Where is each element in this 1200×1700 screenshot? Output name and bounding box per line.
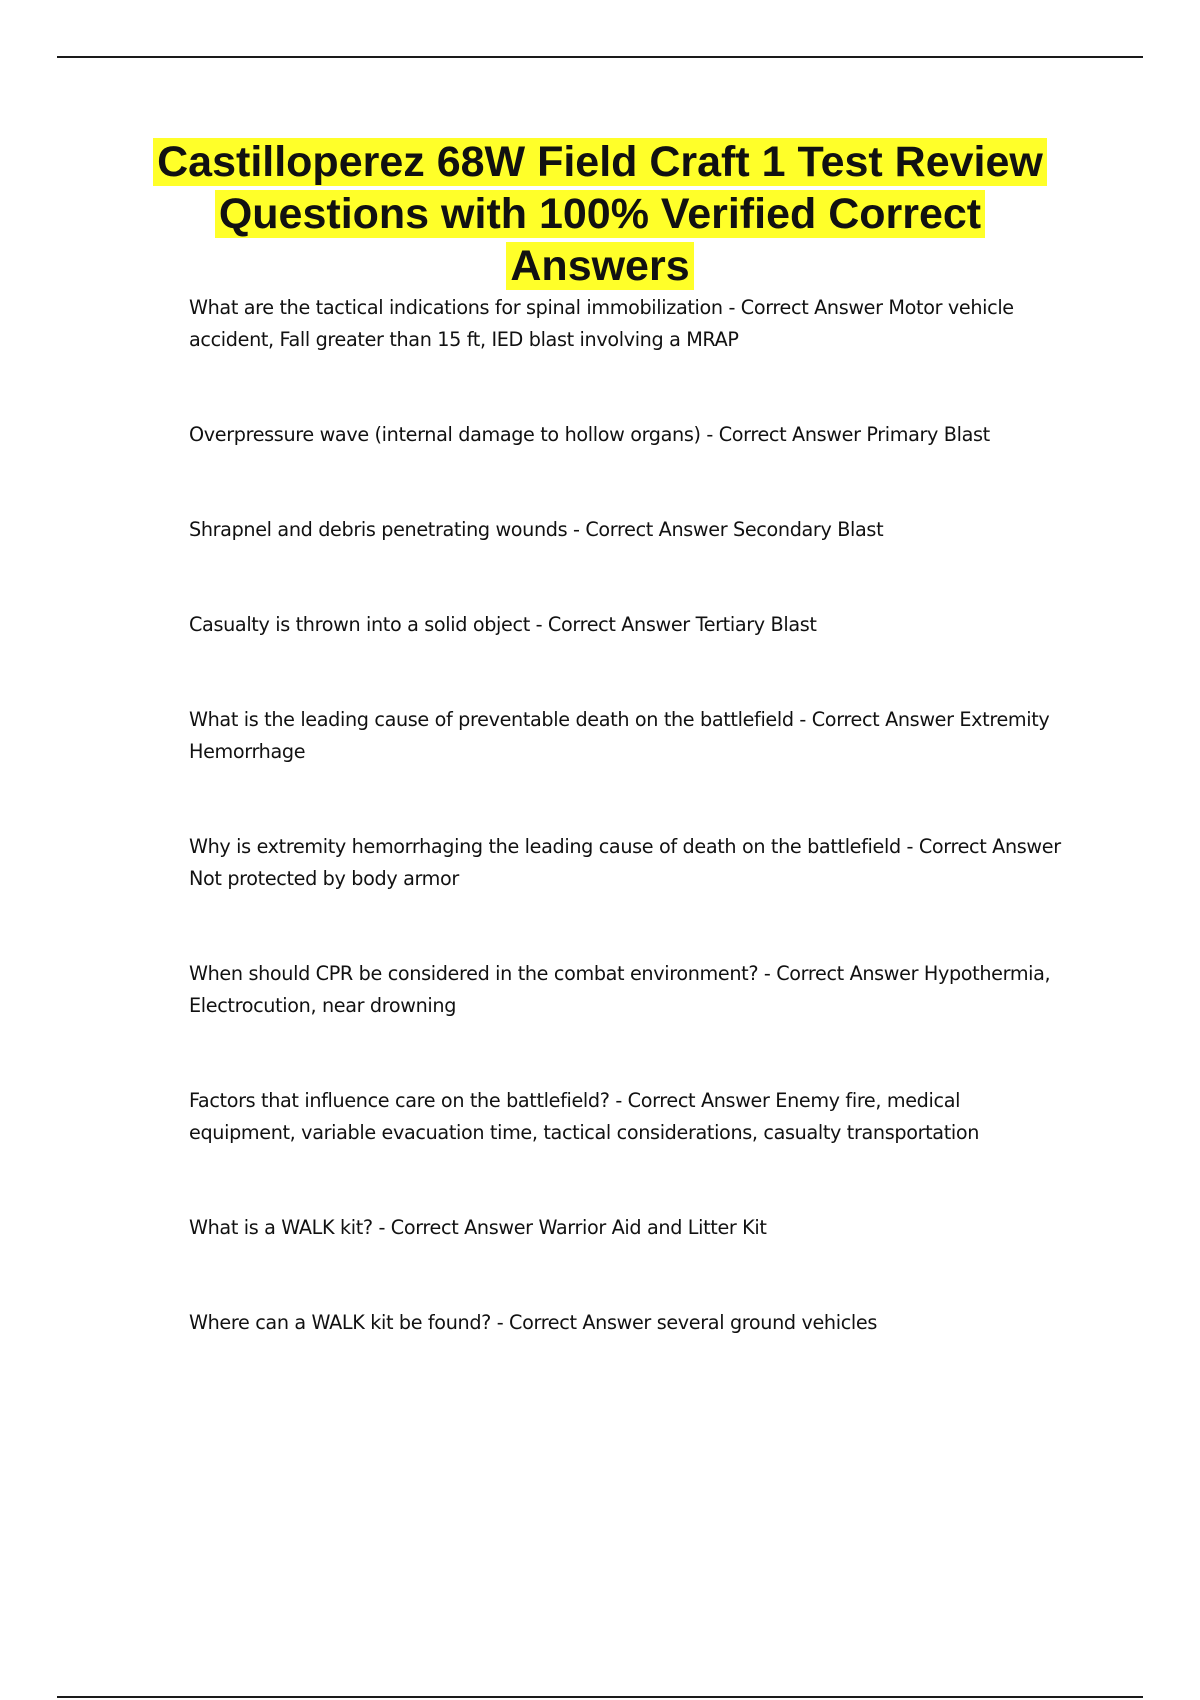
qa-item: When should CPR be considered in the combat environment? - Correct Answer Hypothermia, Electrocution, near drowning [189, 962, 1051, 1017]
qa-item: Factors that influence care on the battlefield? - Correct Answer Enemy fire, medical equipment, variable evacuation time, tactical considerations, casualty transportation [189, 1089, 980, 1144]
title-block [150, 136, 1050, 292]
qa-item: What is the leading cause of preventable death on the battlefield - Correct Answer Extremity Hemorrhage [189, 708, 1050, 763]
qa-item: Overpressure wave (internal damage to hollow organs) - Correct Answer Primary Blast [189, 423, 990, 446]
qa-item: What is a WALK kit? - Correct Answer Warrior Aid and Litter Kit [189, 1216, 767, 1239]
top-rule [57, 56, 1143, 58]
qa-list [189, 292, 1069, 1402]
document-title: Castilloperez 68W Field Craft 1 Test Review Questions with 100% Verified Correct Answers [153, 138, 1047, 290]
qa-item: Why is extremity hemorrhaging the leading cause of death on the battlefield - Correct Answer Not protected by body armor [189, 835, 1061, 890]
qa-item: Casualty is thrown into a solid object - Correct Answer Tertiary Blast [189, 613, 817, 636]
qa-item: Shrapnel and debris penetrating wounds - Correct Answer Secondary Blast [189, 518, 884, 541]
bottom-rule [57, 1696, 1143, 1698]
qa-item: What are the tactical indications for spinal immobilization - Correct Answer Motor vehicle accident, Fall greater than 15 ft, IED blast involving a MRAP [189, 296, 1014, 351]
qa-item: Where can a WALK kit be found? - Correct Answer several ground vehicles [189, 1311, 878, 1334]
